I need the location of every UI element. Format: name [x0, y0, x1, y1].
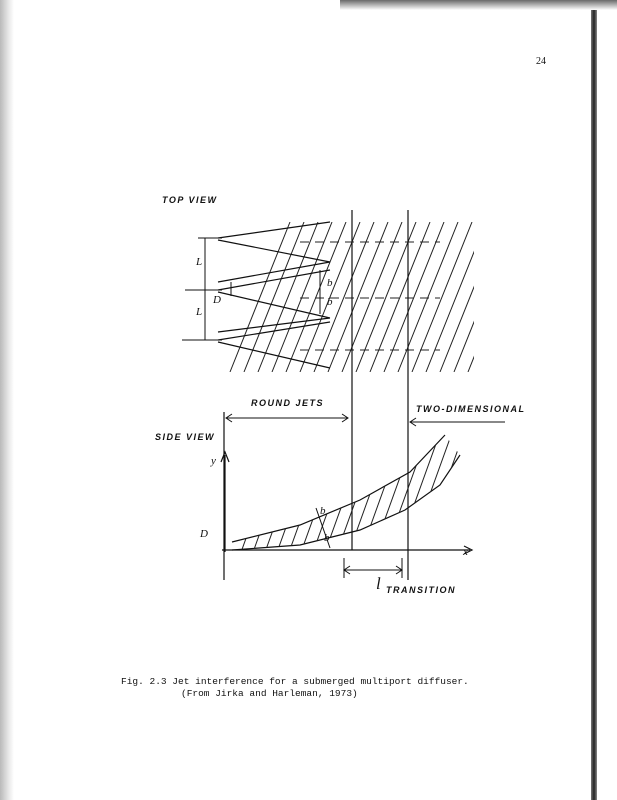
top-view-hatching	[230, 222, 570, 372]
symbol-L-upper: L	[196, 256, 203, 268]
symbol-b-side-lower: b	[324, 532, 330, 544]
symbol-b-side-upper: b	[320, 505, 326, 517]
top-view-label: TOP VIEW	[162, 195, 218, 205]
caption-line-1: Fig. 2.3 Jet interference for a submerged multiport diffuser.	[121, 676, 469, 687]
two-dimensional-label: TWO-DIMENSIONAL	[416, 404, 526, 414]
transition-label: TRANSITION	[386, 585, 456, 595]
symbol-D-top: D	[213, 294, 221, 306]
page-number: 24	[536, 56, 546, 67]
side-view-label: SIDE VIEW	[155, 432, 216, 442]
symbol-b-lower: b	[327, 296, 333, 308]
symbol-x: x	[463, 546, 468, 558]
symbol-L-lower: L	[196, 306, 203, 318]
caption-line-2: (From Jirka and Harleman, 1973)	[181, 688, 358, 699]
symbol-D-side: D	[200, 528, 208, 540]
side-view-plume	[232, 430, 513, 555]
round-jets-label: ROUND JETS	[251, 398, 325, 408]
figure-caption	[121, 676, 469, 700]
symbol-l-transition: l	[376, 574, 381, 593]
symbol-y: y	[211, 455, 216, 467]
top-view-jets	[218, 222, 330, 368]
symbol-b-upper: b	[327, 277, 333, 289]
